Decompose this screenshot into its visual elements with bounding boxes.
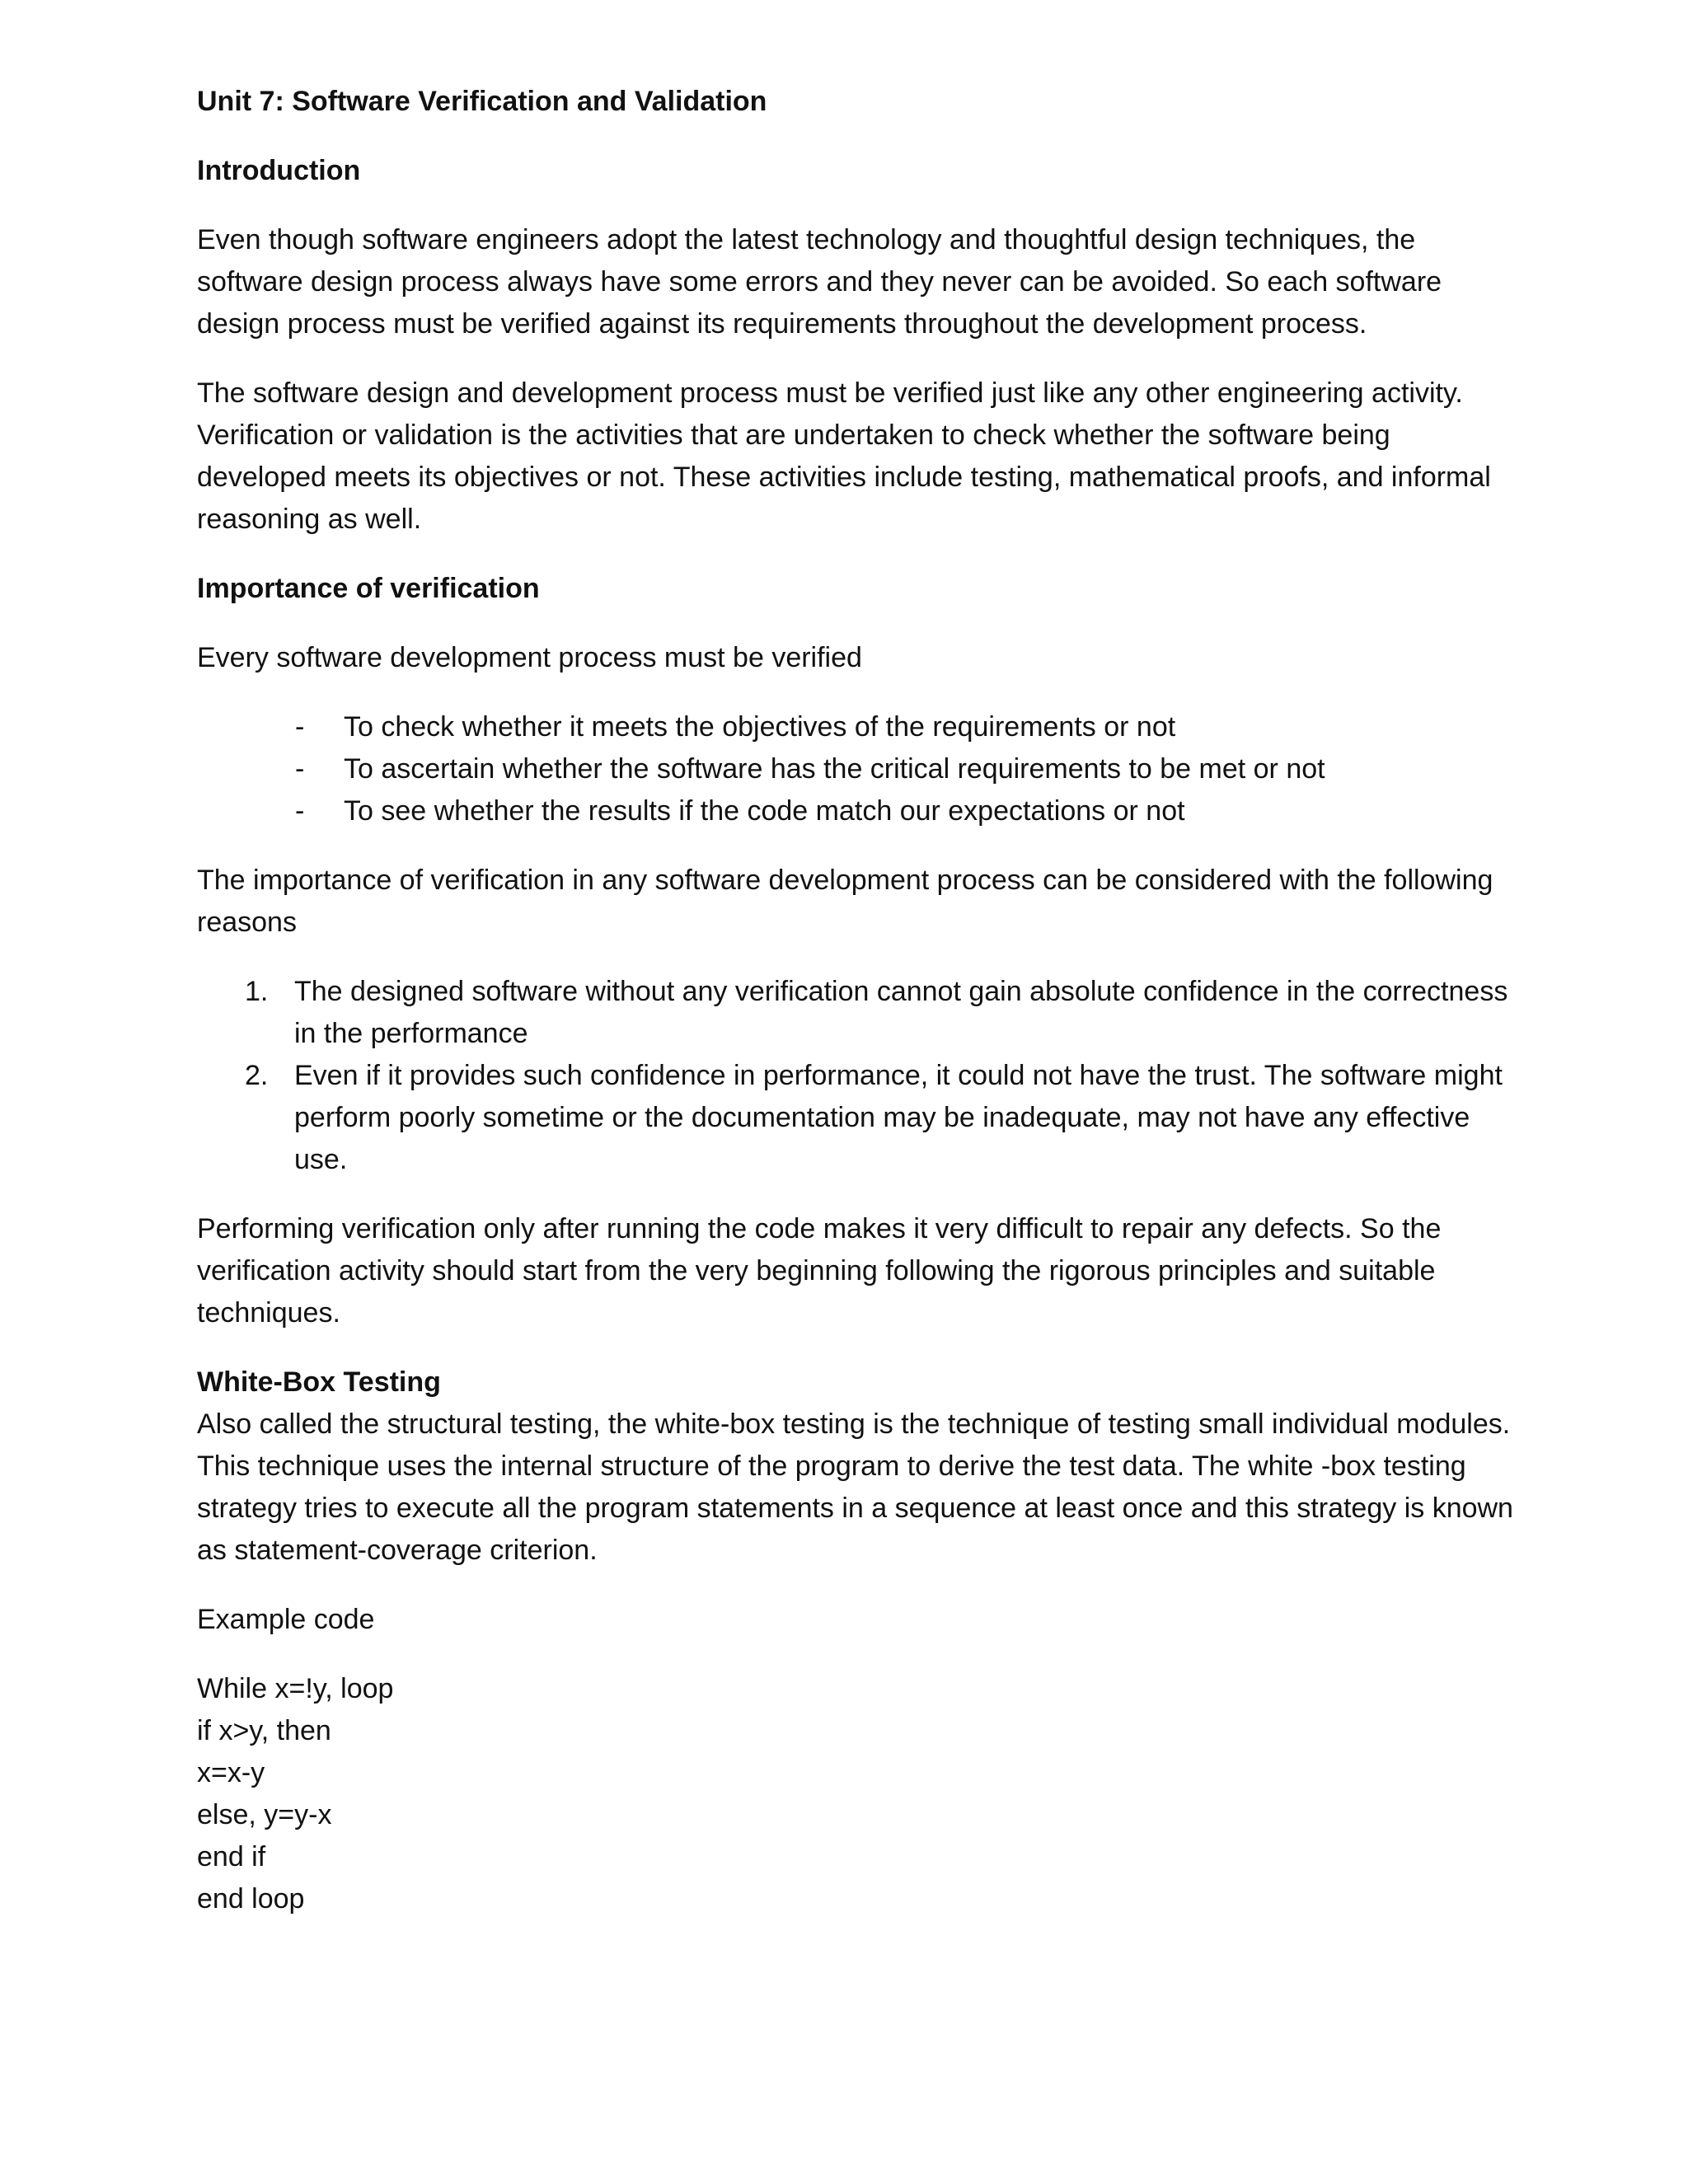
- code-line: end if: [197, 1841, 266, 1872]
- list-item: [197, 706, 1516, 748]
- list-number: 2.: [245, 1060, 269, 1091]
- dash-bullet-icon: -: [295, 711, 305, 743]
- list-item: [197, 790, 1516, 832]
- white-box-heading: White-Box Testing: [197, 1366, 441, 1398]
- list-item: [197, 971, 1516, 1055]
- list-item: [197, 1055, 1516, 1181]
- introduction-paragraph-2: The software design and development process must be verified just like any other engineering activity. Verification or validation is the activities that are undertaken to check whether the software being developed meets its objectives or not. These activities include testing, mathematical proofs, and informal reasoning as well.: [197, 377, 1491, 535]
- example-code-block: [197, 1668, 1516, 1920]
- importance-heading: Importance of verification: [197, 573, 540, 604]
- white-box-paragraph: Also called the structural testing, the white-box testing is the technique of testing small individual modules. This technique uses the internal structure of the program to derive the test data. The white -box testing strategy tries to execute all the program statements in a sequence at least once and this strategy is known as statement-coverage criterion.: [197, 1408, 1513, 1566]
- importance-lead: Every software development process must be verified: [197, 642, 862, 673]
- list-item-text: Even if it provides such confidence in performance, it could not have the trust. The software might perform poorly sometime or the documentation may be inadequate, may not have any effective use.: [294, 1060, 1503, 1175]
- list-item: [197, 748, 1516, 790]
- introduction-paragraph-1: Even though software engineers adopt the latest technology and thoughtful design techniques, the software design process always have some errors and they never can be avoided. So each software design process must be verified against its requirements throughout the development process.: [197, 224, 1442, 340]
- list-item-text: To ascertain whether the software has the critical requirements to be met or not: [344, 753, 1325, 785]
- code-line: While x=!y, loop: [197, 1673, 394, 1704]
- document-content: [197, 81, 1516, 1920]
- code-line: if x>y, then: [197, 1715, 331, 1746]
- dash-bullet-icon: -: [295, 795, 305, 827]
- reasons-intro: The importance of verification in any software development process can be considered with the following reasons: [197, 865, 1493, 938]
- list-item-text: The designed software without any verification cannot gain absolute confidence in the correctness in the performance: [294, 976, 1508, 1049]
- objectives-list: [197, 706, 1516, 832]
- code-line: end loop: [197, 1883, 305, 1915]
- verification-closing-paragraph: Performing verification only after running the code makes it very difficult to repair any defects. So the verification activity should start from the very beginning following the rigorous principles and suitable techniques.: [197, 1213, 1442, 1329]
- example-code-label: Example code: [197, 1604, 375, 1635]
- code-line: x=x-y: [197, 1757, 265, 1788]
- reasons-list: [197, 971, 1516, 1181]
- document-title: Unit 7: Software Verification and Validation: [197, 86, 767, 117]
- list-item-text: To see whether the results if the code match our expectations or not: [344, 795, 1185, 827]
- list-number: 1.: [245, 976, 269, 1007]
- introduction-heading: Introduction: [197, 155, 361, 186]
- code-line: else, y=y-x: [197, 1799, 332, 1830]
- list-item-text: To check whether it meets the objectives of the requirements or not: [344, 711, 1176, 743]
- dash-bullet-icon: -: [295, 753, 305, 785]
